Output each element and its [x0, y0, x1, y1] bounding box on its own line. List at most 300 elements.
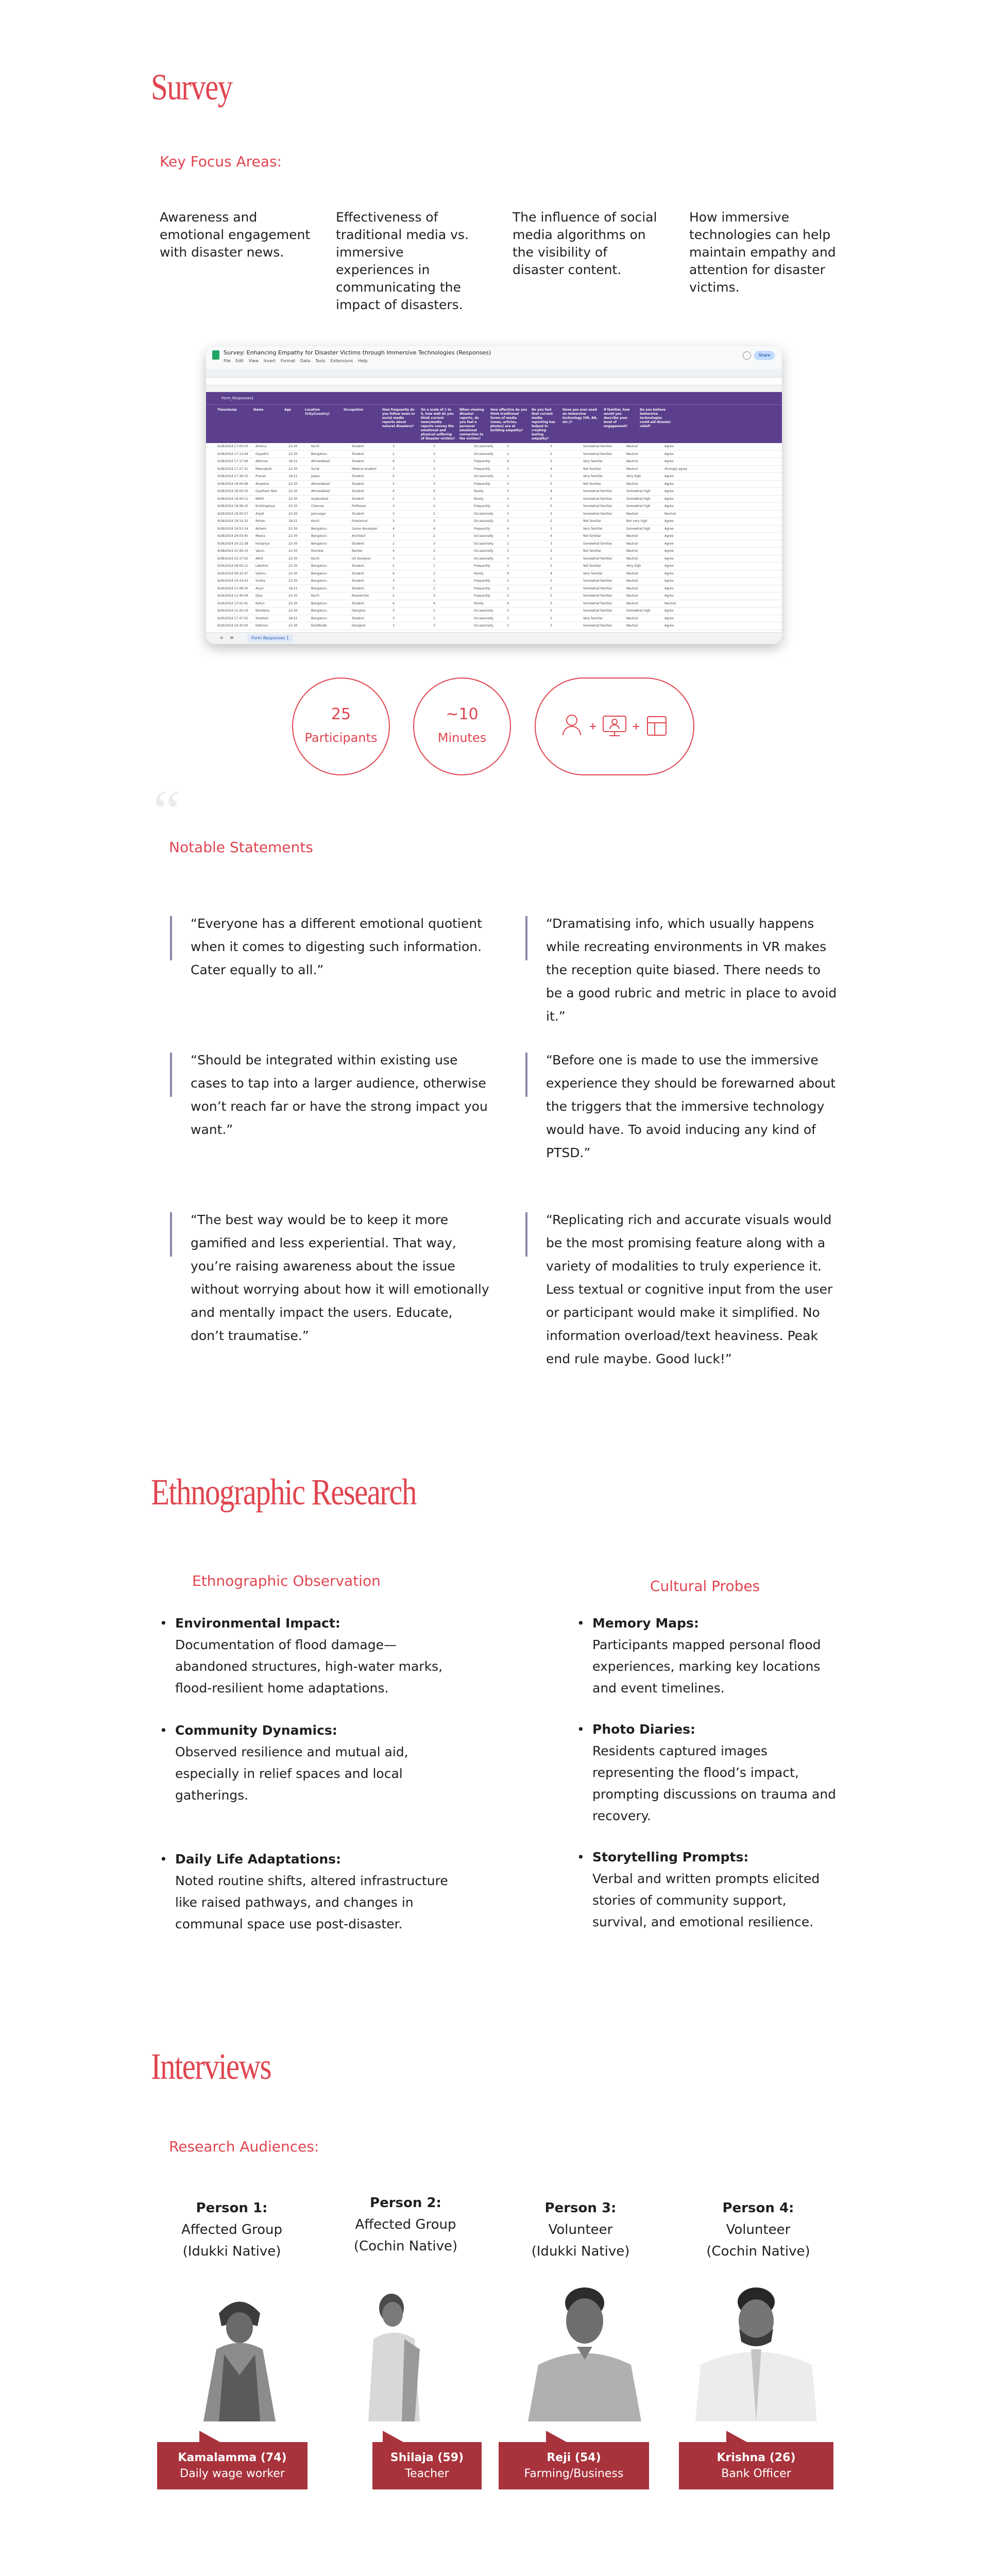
table-cell[interactable]: Nandana [255, 609, 269, 613]
table-cell[interactable]: Ashwin [255, 527, 267, 531]
table-cell[interactable]: Mumbai [311, 549, 323, 553]
table-cell[interactable]: 3 [433, 571, 435, 575]
table-cell[interactable]: Agree [664, 474, 674, 478]
table-cell[interactable]: Agree [664, 504, 674, 508]
table-cell[interactable]: Very familiar [583, 616, 603, 620]
table-cell[interactable]: Varun [255, 549, 265, 553]
table-cell[interactable]: Krishnapriya [255, 504, 275, 508]
table-cell[interactable]: 3 [507, 556, 509, 561]
table-cell[interactable]: 4 [550, 534, 552, 538]
table-cell[interactable]: 22-30 [288, 549, 298, 553]
table-cell[interactable]: Bengaluru [311, 586, 327, 590]
table-cell[interactable]: 3 [550, 616, 552, 620]
table-cell[interactable]: 3 [550, 624, 552, 628]
table-cell[interactable]: Bengaluru [311, 609, 327, 613]
table-cell[interactable]: 9/29/2024 09:32:47 [217, 571, 248, 575]
table-cell[interactable]: Pranav [255, 474, 266, 478]
table-cell[interactable]: Somewhat familiar [583, 512, 612, 516]
table-cell[interactable]: 2 [550, 452, 552, 456]
table-cell[interactable]: Ahmedabad [311, 489, 330, 493]
table-cell[interactable]: Bengaluru [311, 527, 327, 531]
table-cell[interactable]: Ahmedabad [311, 460, 330, 463]
table-cell[interactable]: 22-30 [288, 527, 298, 531]
table-cell[interactable]: 9/28/2024 19:05:57 [217, 512, 248, 516]
table-cell[interactable]: Neutral [626, 624, 638, 628]
menu-tools[interactable]: Tools [315, 359, 326, 363]
table-cell[interactable]: 3 [507, 497, 509, 501]
table-cell[interactable]: Gayathri [255, 452, 269, 456]
table-cell[interactable]: Agree [664, 489, 674, 493]
table-row[interactable] [215, 563, 782, 570]
table-cell[interactable]: Student [352, 512, 364, 516]
table-cell[interactable]: Meenakshi [255, 467, 272, 471]
table-cell[interactable]: Agree [664, 624, 674, 628]
table-cell[interactable]: 3 [550, 564, 552, 568]
table-cell[interactable]: 22-30 [288, 541, 298, 546]
add-sheet-icon[interactable]: + [219, 635, 224, 641]
table-cell[interactable]: Somewhat familiar [583, 601, 612, 605]
table-cell[interactable]: Somewhat familiar [583, 489, 612, 493]
table-cell[interactable]: Agree [664, 571, 674, 575]
all-sheets-icon[interactable]: ≡ [230, 635, 234, 641]
table-cell[interactable]: 9/28/2024 17:05:03 [217, 445, 248, 448]
table-cell[interactable]: Rohan [255, 519, 265, 523]
table-cell[interactable]: Not familiar [583, 519, 602, 523]
table-cell[interactable]: 3 [550, 445, 552, 448]
table-cell[interactable]: Neutral [626, 512, 638, 516]
table-cell[interactable]: Somewhat high [626, 609, 651, 613]
table-cell[interactable]: Agree [664, 527, 674, 531]
table-cell[interactable]: 3 [550, 594, 552, 598]
table-cell[interactable]: Rarely [474, 601, 484, 605]
table-cell[interactable]: Somewhat familiar [583, 541, 612, 546]
table-cell[interactable]: 4 [393, 571, 395, 575]
table-cell[interactable]: 22-30 [288, 452, 298, 456]
table-cell[interactable]: Antony [255, 445, 267, 448]
table-row[interactable] [215, 526, 782, 533]
table-row[interactable] [215, 466, 782, 473]
table-cell[interactable]: 9/29/2024 10:14:23 [217, 579, 248, 583]
table-cell[interactable]: Agree [664, 609, 674, 613]
table-cell[interactable]: 9/29/2024 15:20:16 [217, 609, 248, 613]
table-cell[interactable]: 2 [433, 445, 435, 448]
table-cell[interactable]: 9/28/2024 17:17:06 [217, 460, 248, 463]
table-cell[interactable]: Student [352, 571, 364, 575]
table-cell[interactable]: Student [352, 564, 364, 568]
table-cell[interactable]: Agree [664, 616, 674, 620]
table-cell[interactable]: Strongly agree [664, 467, 688, 471]
menu-insert[interactable]: Insert [263, 359, 276, 363]
table-cell[interactable]: 3 [507, 467, 509, 471]
table-cell[interactable]: 2 [393, 482, 395, 486]
table-cell[interactable]: Agree [664, 452, 674, 456]
table-cell[interactable]: 9/28/2024 21:44:10 [217, 549, 248, 553]
table-cell[interactable]: Designer [352, 624, 366, 628]
table-cell[interactable]: Anjali [255, 512, 264, 516]
table-cell[interactable]: 22-30 [288, 579, 298, 583]
table-cell[interactable]: 9/28/2024 20:03:45 [217, 534, 248, 538]
table-cell[interactable]: Sreehari [255, 616, 269, 620]
table-cell[interactable]: Not familiar [583, 534, 602, 538]
table-cell[interactable]: Sneha [255, 579, 265, 583]
table-cell[interactable]: 9/28/2024 17:39:15 [217, 474, 248, 478]
table-cell[interactable]: UX Designer [352, 556, 371, 561]
table-cell[interactable]: Somewhat familiar [583, 497, 612, 501]
table-cell[interactable]: Not familiar [583, 549, 602, 553]
table-row[interactable] [215, 540, 782, 548]
table-cell[interactable]: Somewhat familiar [583, 594, 612, 598]
table-cell[interactable]: Neutral [626, 541, 638, 546]
table-cell[interactable]: 3 [507, 579, 509, 583]
table-cell[interactable]: Student [352, 452, 364, 456]
table-cell[interactable]: 3 [433, 497, 435, 501]
table-cell[interactable]: 18-21 [288, 474, 298, 478]
table-cell[interactable]: 3 [433, 541, 435, 546]
table-cell[interactable]: 22-30 [288, 504, 298, 508]
table-cell[interactable]: 2 [507, 616, 509, 620]
table-cell[interactable]: Rarely [474, 497, 484, 501]
table-cell[interactable]: 4 [393, 489, 395, 493]
table-cell[interactable]: Agree [664, 556, 674, 561]
table-cell[interactable]: Not familiar [583, 482, 602, 486]
table-cell[interactable]: Frequently [474, 482, 490, 486]
table-cell[interactable]: 3 [550, 504, 552, 508]
table-cell[interactable]: 2 [393, 564, 395, 568]
table-cell[interactable]: Neutral [626, 534, 638, 538]
table-cell[interactable]: 4 [550, 489, 552, 493]
table-cell[interactable]: 22-30 [288, 482, 298, 486]
table-cell[interactable]: Ahmedabad [311, 482, 330, 486]
table-cell[interactable]: Neutral [626, 482, 638, 486]
table-cell[interactable]: Occasionally [474, 549, 493, 553]
table-cell[interactable]: 2 [433, 460, 435, 463]
table-cell[interactable]: Student [352, 497, 364, 501]
table-cell[interactable]: 4 [550, 467, 552, 471]
table-cell[interactable]: 3 [393, 556, 395, 561]
table-cell[interactable]: Kochi [311, 445, 320, 448]
table-cell[interactable]: Neutral [626, 586, 638, 590]
table-cell[interactable]: 4 [433, 527, 435, 531]
table-cell[interactable]: 2 [433, 504, 435, 508]
table-cell[interactable]: 3 [393, 624, 395, 628]
table-cell[interactable]: Bengaluru [311, 601, 327, 605]
table-cell[interactable]: 4 [393, 549, 395, 553]
table-cell[interactable]: 3 [433, 624, 435, 628]
table-cell[interactable]: 3 [550, 460, 552, 463]
table-cell[interactable]: Neutral [664, 512, 676, 516]
sheet-toolbar[interactable] [206, 369, 782, 378]
table-cell[interactable]: Bengaluru [311, 564, 327, 568]
table-cell[interactable]: Somewhat familiar [583, 452, 612, 456]
table-cell[interactable]: 22-30 [288, 556, 298, 561]
menu-help[interactable]: Help [358, 359, 368, 363]
table-cell[interactable]: 3 [507, 624, 509, 628]
table-cell[interactable]: 2 [433, 616, 435, 620]
table-cell[interactable]: 3 [507, 512, 509, 516]
table-cell[interactable]: 2 [433, 534, 435, 538]
table-cell[interactable]: 2 [507, 541, 509, 546]
table-cell[interactable]: Not familiar [583, 564, 602, 568]
table-cell[interactable]: Agree [664, 579, 674, 583]
table-cell[interactable]: 3 [393, 467, 395, 471]
table-row[interactable] [215, 488, 782, 496]
table-cell[interactable]: 9/29/2024 17:47:52 [217, 616, 248, 620]
table-cell[interactable]: Agree [664, 519, 674, 523]
table-cell[interactable]: 22-30 [288, 594, 298, 598]
table-cell[interactable]: Occasionally [474, 452, 493, 456]
table-cell[interactable]: Jamnagar [311, 512, 326, 516]
table-cell[interactable]: 22-30 [288, 489, 298, 493]
table-cell[interactable]: Jaipur [311, 474, 320, 478]
sheet-tab-responses[interactable]: Form Responses 1 [247, 634, 293, 642]
table-cell[interactable]: Fathima [255, 624, 268, 628]
table-cell[interactable]: 3 [550, 482, 552, 486]
table-cell[interactable]: Abhinav [255, 460, 268, 463]
table-cell[interactable]: 2 [507, 564, 509, 568]
table-cell[interactable]: 9/29/2024 13:55:41 [217, 601, 248, 605]
table-cell[interactable]: 22-30 [288, 534, 298, 538]
table-cell[interactable]: Somewhat familiar [583, 624, 612, 628]
table-cell[interactable]: Banker [352, 549, 363, 553]
table-row[interactable] [215, 548, 782, 555]
table-cell[interactable]: Very high [626, 564, 641, 568]
table-cell[interactable]: Very familiar [583, 474, 603, 478]
menu-data[interactable]: Data [300, 359, 311, 363]
table-cell[interactable]: Lakshmi [255, 564, 268, 568]
table-cell[interactable]: 3 [550, 512, 552, 516]
table-cell[interactable]: 3 [507, 549, 509, 553]
table-cell[interactable]: Student [352, 586, 364, 590]
table-cell[interactable]: 18-21 [288, 586, 298, 590]
table-cell[interactable]: 9/28/2024 17:27:31 [217, 467, 248, 471]
table-row[interactable] [215, 578, 782, 585]
table-cell[interactable]: Gautham Nair [255, 489, 278, 493]
table-cell[interactable]: 9/28/2024 18:36:32 [217, 504, 248, 508]
table-cell[interactable]: Somewhat high [626, 489, 651, 493]
table-cell[interactable]: 2 [507, 504, 509, 508]
table-cell[interactable]: Neutral [626, 556, 638, 561]
table-cell[interactable]: Agree [664, 445, 674, 448]
table-cell[interactable]: 22-30 [288, 512, 298, 516]
table-cell[interactable]: 2 [433, 579, 435, 583]
table-cell[interactable]: Agree [664, 534, 674, 538]
table-cell[interactable]: Agree [664, 541, 674, 546]
table-cell[interactable]: 5 [393, 474, 395, 478]
table-cell[interactable]: 2 [433, 609, 435, 613]
table-cell[interactable]: 3 [433, 594, 435, 598]
table-cell[interactable]: 4 [507, 601, 509, 605]
table-cell[interactable]: 3 [550, 497, 552, 501]
table-cell[interactable]: Student [352, 541, 364, 546]
table-cell[interactable]: 9/28/2024 19:14:32 [217, 519, 248, 523]
table-cell[interactable]: Bengaluru [311, 541, 327, 546]
table-cell[interactable]: Somewhat familiar [583, 445, 612, 448]
table-cell[interactable]: 2 [433, 586, 435, 590]
table-cell[interactable]: Frequently [474, 504, 490, 508]
table-cell[interactable]: Not very high [626, 519, 647, 523]
table-cell[interactable]: 3 [550, 609, 552, 613]
table-row[interactable] [215, 533, 782, 540]
table-cell[interactable]: 3 [393, 512, 395, 516]
table-cell[interactable]: Arjun [255, 586, 264, 590]
table-cell[interactable]: Medical student [352, 467, 377, 471]
table-cell[interactable]: Akhil [255, 556, 263, 561]
table-cell[interactable]: 4 [550, 571, 552, 575]
table-cell[interactable]: Occasionally [474, 534, 493, 538]
table-cell[interactable]: 22-30 [288, 564, 298, 568]
table-cell[interactable]: 4 [507, 527, 509, 531]
table-cell[interactable]: 3 [433, 549, 435, 553]
table-cell[interactable]: 3 [550, 527, 552, 531]
table-cell[interactable]: Occasionally [474, 445, 493, 448]
table-row[interactable] [215, 473, 782, 481]
table-cell[interactable]: Bengaluru [311, 579, 327, 583]
menu-edit[interactable]: Edit [235, 359, 244, 363]
table-row[interactable] [215, 600, 782, 608]
table-cell[interactable]: Frequently [474, 586, 490, 590]
table-cell[interactable]: Occasionally [474, 616, 493, 620]
history-icon[interactable] [743, 351, 751, 360]
table-row[interactable] [215, 458, 782, 466]
table-cell[interactable]: Very familiar [583, 527, 603, 531]
table-cell[interactable]: Somewhat high [626, 527, 651, 531]
table-cell[interactable]: 2 [507, 452, 509, 456]
table-cell[interactable]: Agree [664, 586, 674, 590]
menu-view[interactable]: View [248, 359, 259, 363]
table-cell[interactable]: Agree [664, 497, 674, 501]
table-cell[interactable]: Neutral [626, 579, 638, 583]
table-row[interactable] [215, 511, 782, 518]
table-cell[interactable]: 3 [393, 504, 395, 508]
table-cell[interactable]: 3 [393, 579, 395, 583]
table-cell[interactable]: 9/29/2024 09:05:11 [217, 564, 248, 568]
table-cell[interactable]: Frequently [474, 527, 490, 531]
table-cell[interactable]: Occasionally [474, 556, 493, 561]
table-row[interactable] [215, 451, 782, 459]
table-cell[interactable]: Frequently [474, 564, 490, 568]
table-cell[interactable]: 4 [433, 601, 435, 605]
table-cell[interactable]: Surat [311, 467, 320, 471]
table-cell[interactable]: Occasionally [474, 474, 493, 478]
table-cell[interactable]: 22-30 [288, 467, 298, 471]
table-cell[interactable]: Somewhat familiar [583, 586, 612, 590]
table-cell[interactable]: Bengaluru [311, 534, 327, 538]
table-cell[interactable]: 3 [507, 489, 509, 493]
table-cell[interactable]: Game developer [352, 527, 378, 531]
table-cell[interactable]: Nikhil [255, 497, 264, 501]
table-cell[interactable]: Student [352, 579, 364, 583]
table-cell[interactable]: Frequently [474, 594, 490, 598]
table-cell[interactable]: 3 [507, 594, 509, 598]
table-cell[interactable]: 3 [550, 601, 552, 605]
table-cell[interactable]: 3 [507, 482, 509, 486]
table-cell[interactable]: Vishnu [255, 571, 266, 575]
table-cell[interactable]: 9/28/2024 18:04:55 [217, 489, 248, 493]
table-cell[interactable]: Architect [352, 534, 366, 538]
table-cell[interactable]: 3 [433, 467, 435, 471]
table-cell[interactable]: 2 [550, 556, 552, 561]
table-cell[interactable]: Not familiar [583, 467, 602, 471]
table-cell[interactable]: Occasionally [474, 512, 493, 516]
table-cell[interactable]: 22-30 [288, 497, 298, 501]
table-cell[interactable]: 18-21 [288, 519, 298, 523]
table-cell[interactable]: Kochi [311, 519, 320, 523]
table-cell[interactable]: Very high [626, 474, 641, 478]
table-cell[interactable]: 3 [393, 534, 395, 538]
table-cell[interactable]: Agree [664, 594, 674, 598]
table-cell[interactable]: Occasionally [474, 609, 493, 613]
table-cell[interactable]: Frequently [474, 467, 490, 471]
table-cell[interactable]: 22-30 [288, 609, 298, 613]
table-cell[interactable]: Student [352, 601, 364, 605]
table-cell[interactable]: 9/28/2024 18:00:06 [217, 482, 248, 486]
table-cell[interactable]: Meera [255, 534, 265, 538]
table-cell[interactable]: Very familiar [583, 460, 603, 463]
table-cell[interactable]: Somewhat familiar [583, 609, 612, 613]
table-cell[interactable]: Bengaluru [311, 452, 327, 456]
menu-file[interactable]: File [224, 359, 231, 363]
table-row[interactable] [215, 518, 782, 526]
table-cell[interactable]: Frequently [474, 460, 490, 463]
table-cell[interactable]: Rarely [474, 571, 484, 575]
table-cell[interactable]: Haripriya [255, 541, 270, 546]
table-cell[interactable]: 3 [550, 541, 552, 546]
table-cell[interactable]: 2 [433, 512, 435, 516]
table-cell[interactable]: Agree [664, 564, 674, 568]
table-cell[interactable]: 2 [433, 556, 435, 561]
table-cell[interactable]: 9/28/2024 17:12:44 [217, 452, 248, 456]
table-cell[interactable]: Somewhat familiar [583, 556, 612, 561]
table-cell[interactable]: 3 [393, 609, 395, 613]
table-row[interactable] [215, 607, 782, 615]
table-cell[interactable]: Frequently [474, 579, 490, 583]
table-cell[interactable]: 4 [393, 460, 395, 463]
table-cell[interactable]: 9/29/2024 12:40:09 [217, 594, 248, 598]
table-cell[interactable]: 2 [507, 519, 509, 523]
table-row[interactable] [215, 622, 782, 630]
table-cell[interactable]: Somewhat high [626, 497, 651, 501]
table-cell[interactable]: 2 [507, 586, 509, 590]
table-cell[interactable]: Aneesha [255, 482, 269, 486]
table-cell[interactable]: 18-21 [288, 460, 298, 463]
table-cell[interactable]: Agree [664, 460, 674, 463]
table-cell[interactable]: 2 [550, 586, 552, 590]
table-cell[interactable]: Kozhikode [311, 624, 327, 628]
table-cell[interactable]: 3 [507, 534, 509, 538]
table-cell[interactable]: Student [352, 616, 364, 620]
table-cell[interactable]: Student [352, 460, 364, 463]
table-row[interactable] [215, 443, 782, 451]
table-cell[interactable]: Neutral [626, 549, 638, 553]
table-cell[interactable]: Student [352, 445, 364, 448]
menu-format[interactable]: Format [280, 359, 296, 363]
table-cell[interactable]: 22-30 [288, 601, 298, 605]
table-cell[interactable]: 9/29/2024 11:08:30 [217, 586, 248, 590]
table-cell[interactable]: Researcher [352, 594, 369, 598]
table-cell[interactable]: Neutral [626, 601, 638, 605]
table-cell[interactable]: Occasionally [474, 541, 493, 546]
table-cell[interactable]: 3 [550, 549, 552, 553]
table-cell[interactable]: 3 [507, 609, 509, 613]
table-cell[interactable]: 22-30 [288, 445, 298, 448]
table-cell[interactable]: 3 [393, 616, 395, 620]
table-cell[interactable]: 3 [550, 579, 552, 583]
table-cell[interactable]: Neutral [626, 452, 638, 456]
table-cell[interactable]: 9/28/2024 20:22:38 [217, 541, 248, 546]
table-cell[interactable]: 2 [393, 541, 395, 546]
table-cell[interactable]: Chennai [311, 504, 324, 508]
table-cell[interactable]: 3 [433, 519, 435, 523]
